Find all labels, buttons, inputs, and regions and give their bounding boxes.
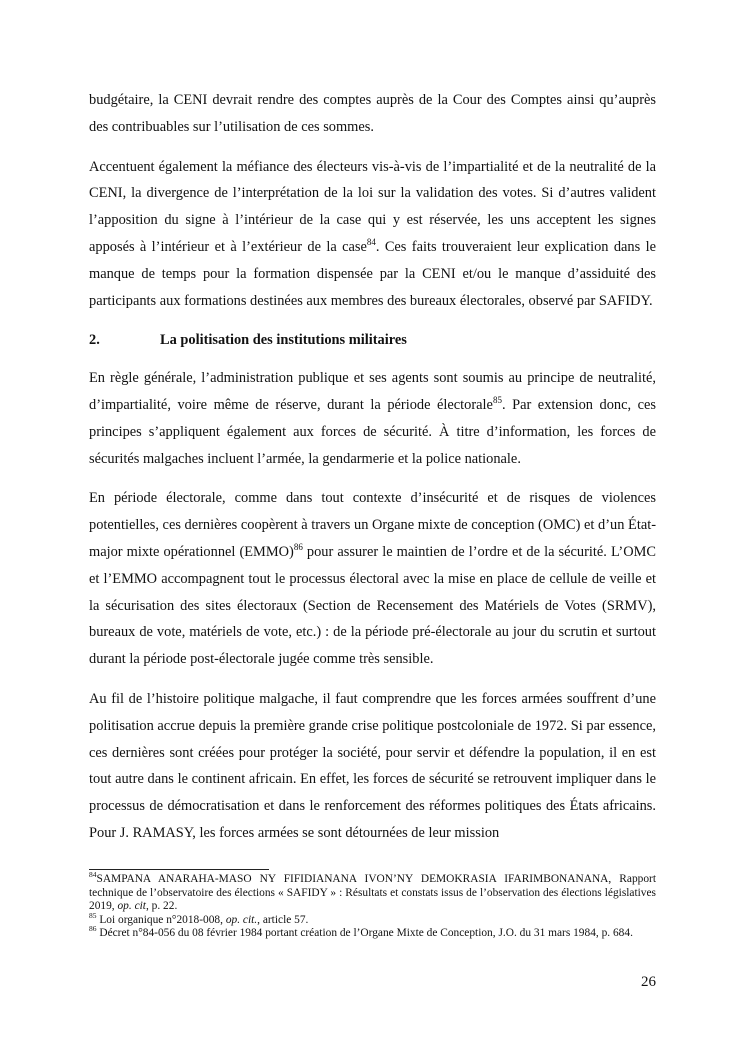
footnote-85: $^{85}$ Loi organique n°2018-008, op. cit., article 57.	[89, 910, 309, 926]
footnotes	[89, 870, 656, 941]
footnote-86: $^{86}$ Décret n°84-056 du 08 février 1984 portant création de l’Organe Mixte de Conception, J.O. du 31 mars 1984, p. 684.	[89, 924, 633, 940]
paragraph-neutrality: En règle générale, l’administration publique et ses agents sont soumis au principe de neutralité, d’impartialité, voire même de réserve, durant la période électorale$^{85}$. Par extension donc, ces principes s’appliquent également aux forces de sécurité. À titre d’information, les forces de sécurités malgaches incluent l’armée, la gendarmerie et la police nationale.	[89, 370, 656, 467]
section-number: 2.	[89, 332, 100, 349]
paragraph-ceni-divergence: Accentuent également la méfiance des électeurs vis-à-vis de l’impartialité et de la neutralité de la CENI, la divergence de l’interprétation de la loi sur la validation des votes. Si d’autres valident l’apposition du signe à l’intérieur de la case qui y est réservée, les uns acceptent les signes apposés à l’intérieur et à l’extérieur de la case$^{84}$. Ces faits trouveraient leur explication dans le manque de temps pour la formation dispensée par la CENI et/ou le manque d’assiduité des participants aux formations destinées aux membres des bureaux électorales, observé par SAFIDY.	[89, 158, 656, 309]
section-heading	[89, 327, 656, 354]
footnote-ref-86: 86	[293, 542, 303, 553]
paragraph-history: Au fil de l’histoire politique malgache, il faut comprendre que les forces armées souffrent d’une politisation accrue depuis la première grande crise politique postcoloniale de 1972. Si par essence, ces dernières sont créées pour protéger la société, pour servir et défendre la population, il en est tout autre dans le continent africain. En effet, les forces de sécurité se retrouvent impliquer dans le processus de démocratisation et dans le renforcement des réformes politiques des États africains. Pour J. RAMASY, les forces armées se sont détournées de leur mission	[89, 690, 656, 841]
section-title: La politisation des institutions militaires	[160, 332, 407, 349]
paragraph-electoral-period: En période électorale, comme dans tout contexte d’insécurité et de risques de violences potentielles, ces dernières coopèrent à travers un Organe mixte de conception (OMC) et d’un État-major mixte opérationnel (EMMO)$^{86}$ pour assurer le maintien de l’ordre et de la sécurité. L’OMC et l’EMMO accompagnent tout le processus électoral avec la mise en place de cellule de veille et la sécurisation des sites électoraux (Section de Recensement des Matériels de Votes (SRMV), bureaux de vote, matériels de vote, etc.) : de la période pré-électorale au jour du scrutin et surtout durant la période post-électorale jugée comme très sensible.	[89, 490, 656, 668]
footnote-ref-85: 85	[492, 395, 502, 406]
page-number: 26	[641, 974, 656, 990]
paragraph-budget: budgétaire, la CENI devrait rendre des comptes auprès de la Cour des Comptes ainsi qu’auprès des contribuables sur l’utilisation de ces sommes.	[89, 92, 656, 135]
body-text	[89, 87, 656, 860]
footnote-84: $^{84}$SAMPANA ANARAHA-MASO NY FIFIDIANANA IVON’NY DEMOKRASIA IFARIMBONANANA, Rapport technique de l’observatoire des élections « SAFIDY » : Résultats et constats issus de l’observation des élections législatives 2019, op. cit, p. 22.	[89, 870, 656, 913]
footnote-ref-84: 84	[366, 237, 376, 248]
footnote-separator	[89, 869, 269, 870]
